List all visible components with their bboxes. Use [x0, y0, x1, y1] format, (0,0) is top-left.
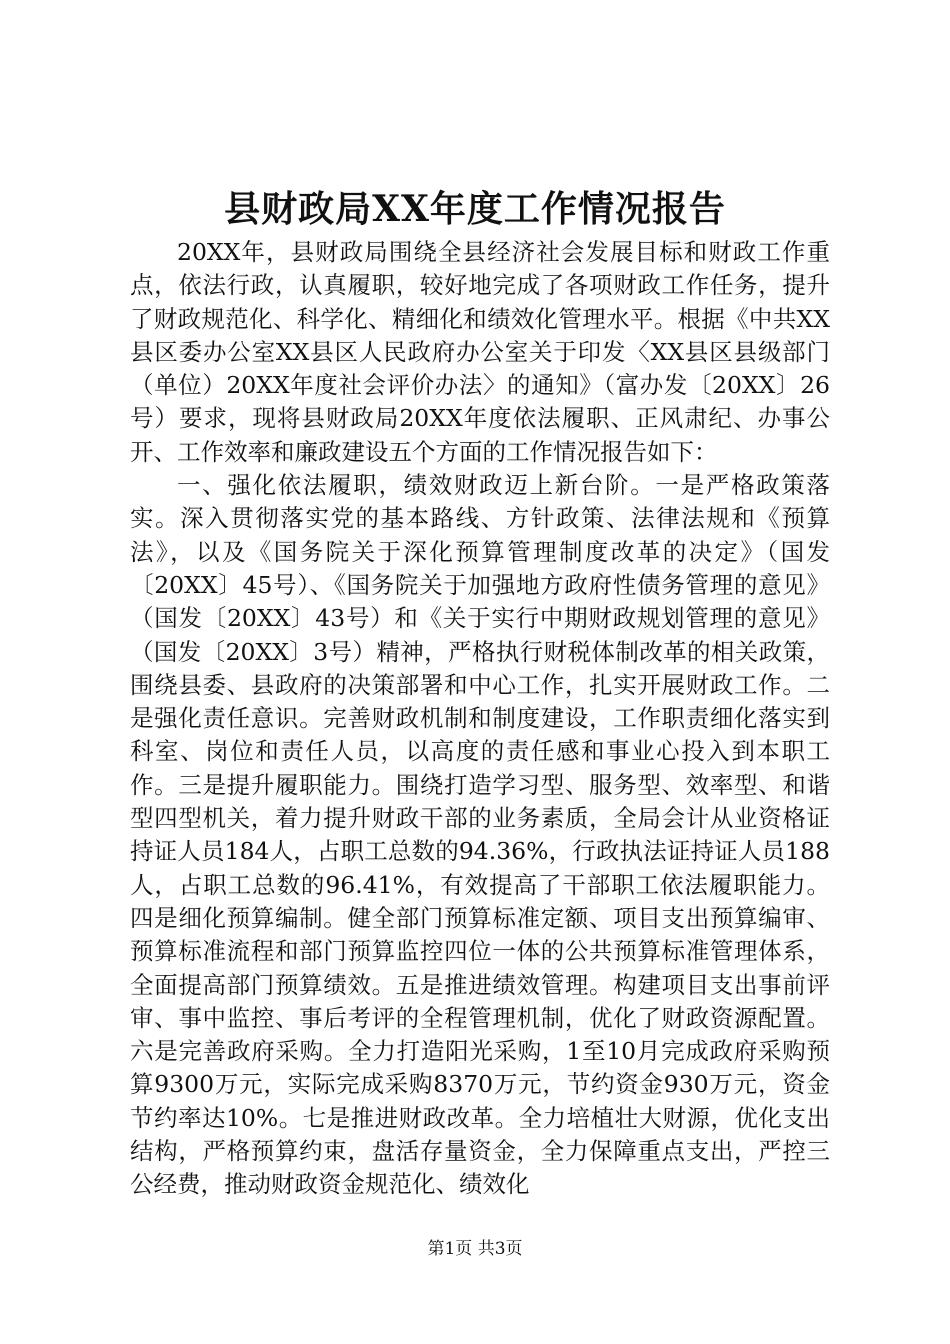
document-body — [130, 236, 830, 1202]
intro-paragraph: 20XX年，县财政局围绕全县经济社会发展目标和财政工作重点，依法行政，认真履职，较好地完成了各项财政工作任务，提升了财政规范化、科学化、精细化和绩效化管理水平。根据《中共XX县区委办公室XX县区人民政府办公室关于印发〈XX县区县级部门（单位）20XX年度社会评价办法〉的通知》（富办发〔20XX〕26号）要求，现将县财政局20XX年度依法履职、正风肃纪、办事公开、工作效率和廉政建设五个方面的工作情况报告如下： — [130, 238, 830, 466]
document-title: 县财政局XX年度工作情况报告 — [224, 188, 726, 230]
page-number: 第1页 共3页 — [427, 1239, 523, 1259]
section-one-paragraph: 一、强化依法履职，绩效财政迈上新台阶。一是严格政策落实。深入贯彻落实党的基本路线、方针政策、法律法规和《预算法》，以及《国务院关于深化预算管理制度改革的决定》（国发〔20XX〕45号）、《国务院关于加强地方政府性债务管理的意见》（国发〔20XX〕43号）和《关于实行中期财政规划管理的意见》（国发〔20XX〕3号）精神，严格执行财税体制改革的相关政策，围绕县委、县政府的决策部署和中心工作，扎实开展财政工作。二是强化责任意识。完善财政机制和制度建设，工作职责细化落实到科室、岗位和责任人员，以高度的责任感和事业心投入到本职工作。三是提升履职能力。围绕打造学习型、服务型、效率型、和谐型四型机关，着力提升财政干部的业务素质，全局会计从业资格证持证人员184人，占职工总数的94.36%，行政执法证持证人员188人，占职工总数的96.41%，有效提高了干部职工依法履职能力。四是细化预算编制。健全部门预算标准定额、项目支出预算编审、预算标准流程和部门预算监控四位一体的公共预算标准管理体系，全面提高部门预算绩效。五是推进绩效管理。构建项目支出事前评审、事中监控、事后考评的全程管理机制，优化了财政资源配置。六是完善政府采购。全力打造阳光采购，1至10月完成政府采购预算9300万元，实际完成采购8370万元，节约资金930万元，资金节约率达10%。七是推进财政改革。全力培植壮大财源，优化支出结构，严格预算约束，盘活存量资金，全力保障重点支出，严控三公经费，推动财政资金规范化、绩效化 — [130, 471, 830, 1199]
